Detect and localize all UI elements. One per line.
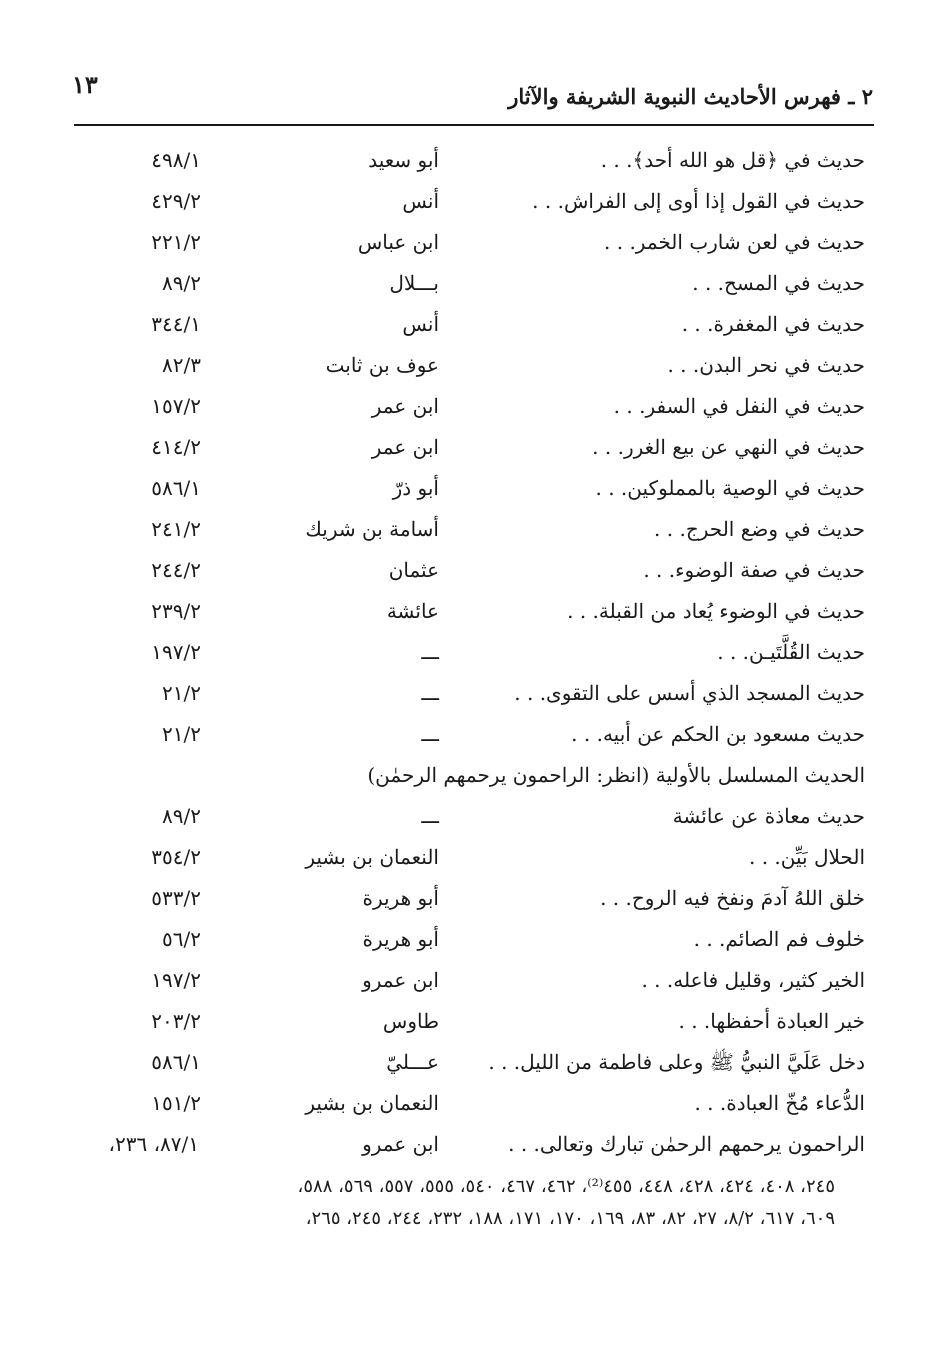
hadith-text: الخير كثير، وقليل فاعله. . . bbox=[641, 968, 865, 992]
hadith-text: الحلال بَيِّن. . . bbox=[749, 845, 865, 869]
reference: ١٩٧/٢ bbox=[151, 968, 201, 992]
reference: ٣٤٤/١ bbox=[151, 312, 201, 336]
hadith-text: حديث في الوصية بالمملوكين. . . bbox=[595, 476, 865, 500]
index-row bbox=[0, 593, 939, 633]
index-row bbox=[0, 224, 939, 264]
hadith-text: دخل عَلَيَّ النبيُّ ﷺ وعلى فاطمة من الليل. . . bbox=[488, 1050, 865, 1074]
index-row bbox=[0, 1085, 939, 1125]
narrator: أسامة بن شريك bbox=[305, 517, 439, 541]
reference: ٢٤٤/٢ bbox=[151, 558, 201, 582]
index-row bbox=[0, 839, 939, 879]
narrator: طاوس bbox=[382, 1009, 439, 1033]
narrator: ابن عمر bbox=[371, 435, 439, 459]
hadith-text: حديث في المسح. . . bbox=[692, 271, 865, 295]
index-row bbox=[0, 306, 939, 346]
hadith-text: حديث في صفة الوضوء. . . bbox=[643, 558, 865, 582]
index-row bbox=[0, 921, 939, 961]
hadith-text: حديث في وضع الحرج. . . bbox=[654, 517, 865, 541]
reference: ٥٨٦/١ bbox=[151, 476, 201, 500]
index-row bbox=[0, 880, 939, 920]
reference: ٥٨٦/١ bbox=[151, 1050, 201, 1074]
reference: ٨٩/٢ bbox=[162, 271, 201, 295]
running-header: ٢ ـ فهرس الأحاديث النبوية الشريفة والآثار bbox=[508, 84, 873, 109]
hadith-text: حديث المسجد الذي أسس على التقوى. . . bbox=[514, 681, 865, 705]
hadith-text: حديث في ﴿قل هو الله أحد﴾. . . bbox=[600, 148, 865, 172]
index-row bbox=[0, 552, 939, 592]
hadith-text: حديث في لعن شارب الخمر. . . bbox=[604, 230, 865, 254]
hadith-text: حديث في المغفرة. . . bbox=[681, 312, 865, 336]
reference: ٣٥٤/٢ bbox=[151, 845, 201, 869]
index-row bbox=[0, 1003, 939, 1043]
narrator: أبو سعيد bbox=[368, 148, 439, 172]
index-row bbox=[0, 1126, 939, 1166]
narrator: عثمان bbox=[388, 558, 439, 582]
page-number: ١٣ bbox=[72, 70, 98, 99]
reference: ٢٤١/٢ bbox=[151, 517, 201, 541]
narrator: بـــلال bbox=[389, 271, 439, 295]
index-row bbox=[0, 757, 939, 797]
reference: ٤١٤/٢ bbox=[151, 435, 201, 459]
reference-continuation-line: ٢٤٥، ٤٠٨، ٤٢٤، ٤٢٨، ٤٤٨، ٤٥٥⁽²⁾، ٤٦٢، ٤٦٧، ٥٤٠، ٥٥٥، ٥٥٧، ٥٦٩، ٥٨٨، bbox=[297, 1176, 835, 1197]
narrator: ابن عباس bbox=[357, 230, 439, 254]
hadith-text: حديث في القول إذا أوى إلى الفراش. . . bbox=[532, 189, 865, 213]
reference: ٤٢٩/٢ bbox=[151, 189, 201, 213]
narrator: أنس bbox=[402, 189, 439, 213]
narrator: أبو ذرّ bbox=[392, 476, 439, 500]
narrator: ـــ bbox=[421, 722, 439, 746]
hadith-text: حديث معاذة عن عائشة bbox=[672, 804, 865, 828]
reference: ٥٦/٢ bbox=[162, 927, 201, 951]
index-row bbox=[0, 347, 939, 387]
reference: ٨٩/٢ bbox=[162, 804, 201, 828]
hadith-text: الراحمون يرحمهم الرحمٰن تبارك وتعالى. . . bbox=[508, 1132, 865, 1156]
narrator: ابن عمر bbox=[371, 394, 439, 418]
reference-continuation-line: ٦٠٩، ٦١٧، ٨/٢، ٢٧، ٨٢، ٨٣، ١٦٩، ١٧٠، ١٧١، ١٨٨، ٢٣٢، ٢٤٤، ٢٤٥، ٢٦٥، bbox=[305, 1208, 835, 1229]
narrator: عـــليّ bbox=[386, 1050, 439, 1074]
narrator: ابن عمرو bbox=[362, 968, 439, 992]
narrator: ـــ bbox=[421, 804, 439, 828]
narrator: أبو هريرة bbox=[362, 886, 439, 910]
narrator: أنس bbox=[402, 312, 439, 336]
hadith-text: خير العبادة أحفظها. . . bbox=[678, 1009, 865, 1033]
narrator: عائشة bbox=[386, 599, 439, 623]
narrator: عوف بن ثابت bbox=[325, 353, 439, 377]
index-row bbox=[0, 634, 939, 674]
hadith-text: حديث في النفل في السفر. . . bbox=[613, 394, 865, 418]
narrator: ابن عمرو bbox=[362, 1132, 439, 1156]
index-row bbox=[0, 470, 939, 510]
index-row bbox=[0, 675, 939, 715]
narrator: النعمان بن بشير bbox=[305, 845, 439, 869]
index-row bbox=[0, 1044, 939, 1084]
index-row bbox=[0, 142, 939, 182]
index-row bbox=[0, 265, 939, 305]
reference: ١٩٧/٢ bbox=[151, 640, 201, 664]
reference: ١٥١/٢ bbox=[151, 1091, 201, 1115]
narrator: النعمان بن بشير bbox=[305, 1091, 439, 1115]
hadith-text: حديث مسعود بن الحكم عن أبيه. . . bbox=[571, 722, 865, 746]
index-row bbox=[0, 962, 939, 1002]
index-row bbox=[0, 388, 939, 428]
narrator: أبو هريرة bbox=[362, 927, 439, 951]
reference: ٥٣٣/٢ bbox=[151, 886, 201, 910]
reference: ٨٧/١، ٢٣٦، bbox=[108, 1132, 199, 1156]
hadith-text: الدُّعاء مُخّ العبادة. . . bbox=[694, 1091, 865, 1115]
reference: ٨٢/٣ bbox=[162, 353, 201, 377]
index-row bbox=[0, 183, 939, 223]
hadith-text: حديث في الوضوء يُعاد من القبلة. . . bbox=[567, 599, 865, 623]
index-row bbox=[0, 716, 939, 756]
reference: ٢٣٩/٢ bbox=[151, 599, 201, 623]
narrator: ـــ bbox=[421, 640, 439, 664]
index-row bbox=[0, 429, 939, 469]
hadith-text: حديث في النهي عن بيع الغرر. . . bbox=[592, 435, 865, 459]
reference: ٢٢١/٢ bbox=[151, 230, 201, 254]
reference: ٢١/٢ bbox=[162, 722, 201, 746]
hadith-text: خلق اللهُ آدمَ ونفخ فيه الروح. . . bbox=[600, 886, 865, 910]
index-row bbox=[0, 798, 939, 838]
reference: ٢٠٣/٢ bbox=[151, 1009, 201, 1033]
narrator: ـــ bbox=[421, 681, 439, 705]
hadith-text: خلوف فم الصائم. . . bbox=[693, 927, 865, 951]
hadith-text: حديث القُلَّتَيـن. . . bbox=[717, 640, 865, 664]
reference: ١٥٧/٢ bbox=[151, 394, 201, 418]
hadith-text: حديث في نحر البدن. . . bbox=[667, 353, 865, 377]
reference: ٤٩٨/١ bbox=[151, 148, 201, 172]
reference: ٢١/٢ bbox=[162, 681, 201, 705]
hadith-text: الحديث المسلسل بالأولية (انظر: الراحمون يرحمهم الرحمٰن) bbox=[367, 763, 865, 787]
index-row bbox=[0, 511, 939, 551]
